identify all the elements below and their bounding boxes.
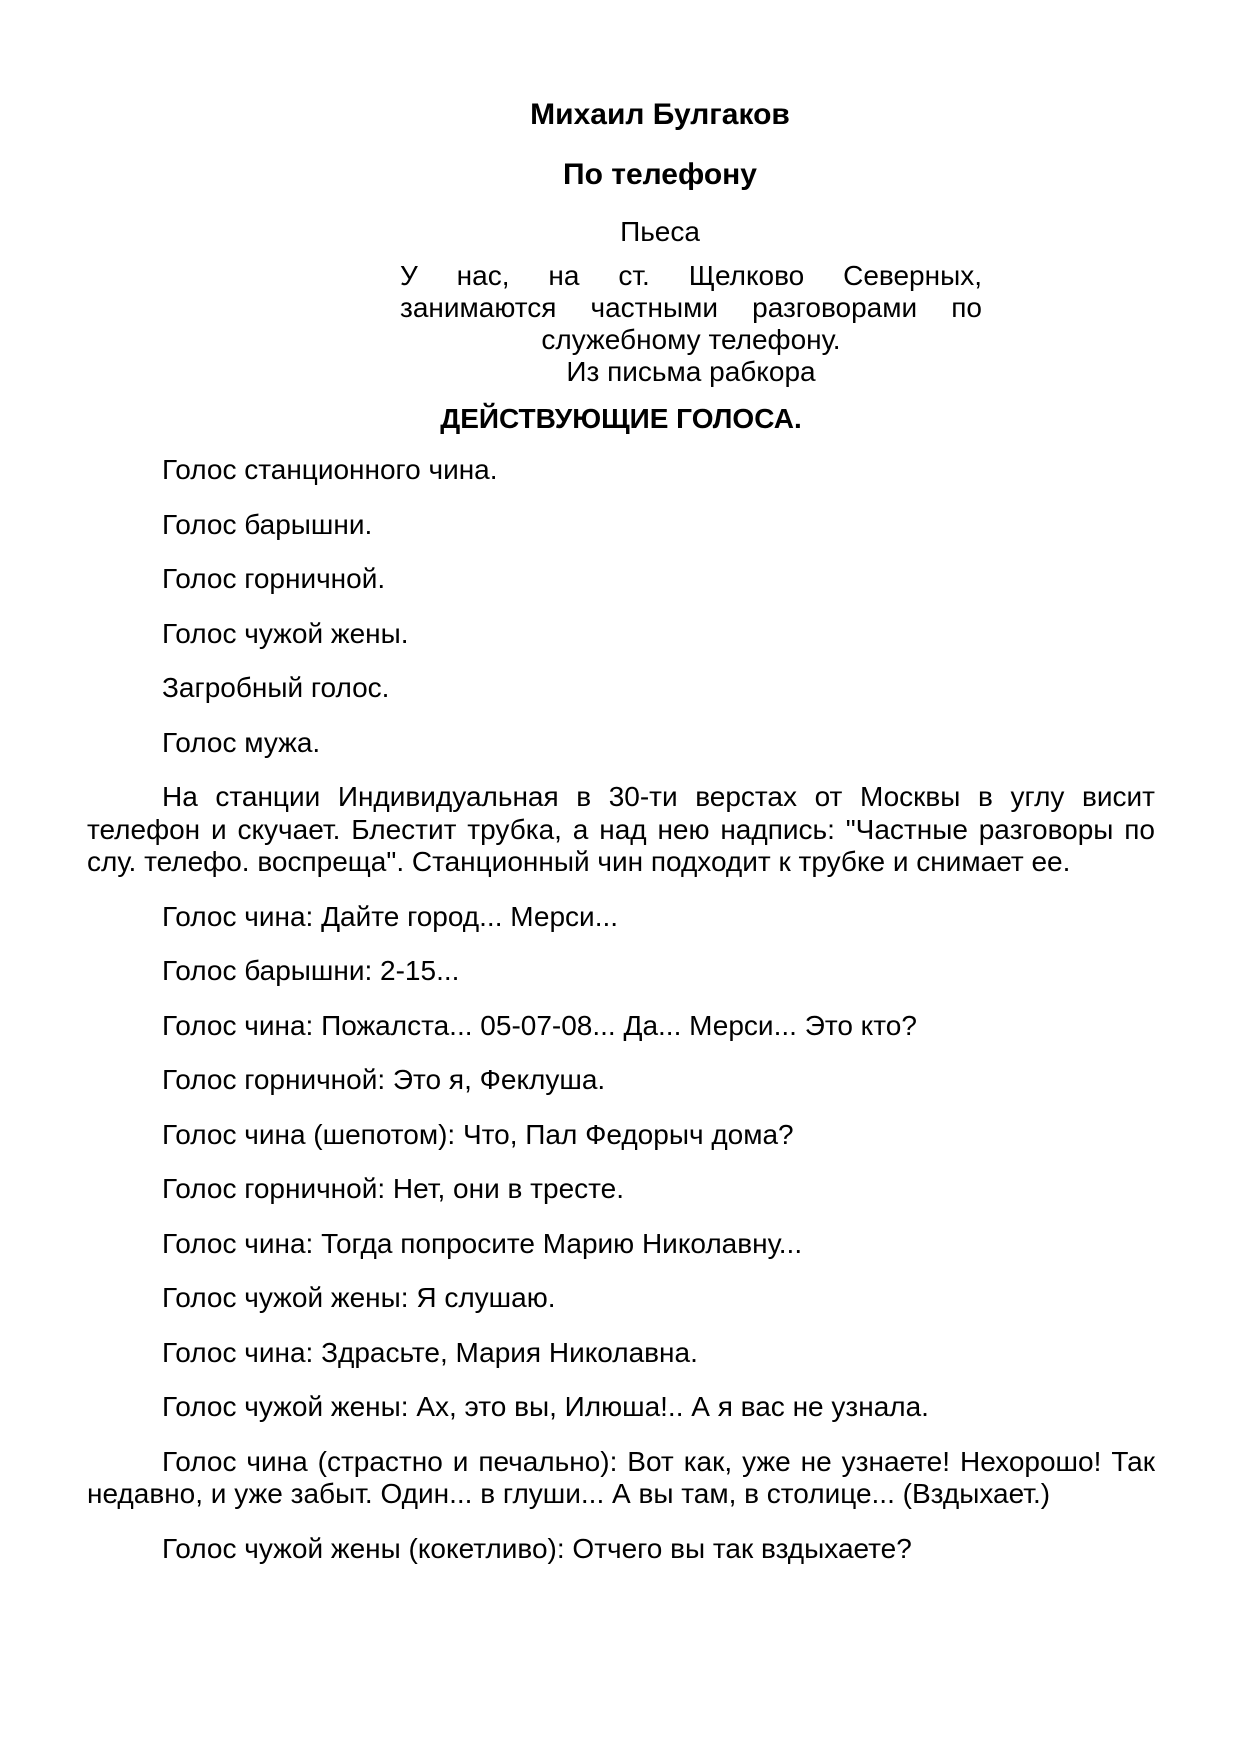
dialogue-line: Голос чужой жены (кокетливо): Отчего вы так вздыхаете? bbox=[162, 1532, 912, 1564]
dialogue-line: Голос чина (страстно и печально): Вот как, уже не узнаете! Нехорошо! Так недавно, и уже забыт. Один... в глуши... А вы там, в столице... (Вздыхает.) bbox=[87, 1445, 1155, 1509]
dialogue-line: Голос горничной: Это я, Феклуша. bbox=[162, 1064, 606, 1095]
dialogue-line: Голос чина: Здрасьте, Мария Николавна. bbox=[162, 1336, 698, 1368]
dialogue-line: Голос барышни: 2-15... bbox=[162, 955, 460, 986]
character-entry: Голос чужой жены. bbox=[162, 617, 409, 649]
character-entry: Голос барышни. bbox=[162, 508, 373, 540]
stage-direction: На станции Индивидуальная в 30-ти верстах от Москвы в углу висит телефон и скучает. Блестит трубка, а над нею надпись: "Частные разговоры по слу. телефо. воспреща". Станционный чин подходит к трубке и снимает ее. bbox=[87, 781, 1155, 877]
dialogue-line: Голос чужой жены: Я слушаю. bbox=[162, 1282, 556, 1313]
dialogue-line: Голос чина (шепотом): Что, Пал Федорыч дома? bbox=[162, 1118, 794, 1150]
epigraph-line: занимаются частными разговорами по bbox=[400, 292, 982, 323]
epigraph-source: Из письма рабкора bbox=[566, 356, 816, 387]
dialogue-line: Голос чина: Тогда попросите Марию Николавну... bbox=[162, 1227, 803, 1259]
character-entry: Голос мужа. bbox=[162, 726, 321, 758]
epigraph bbox=[400, 260, 982, 388]
dialogue-line: Голос чина: Пожалста... 05-07-08... Да... Мерси... Это кто? bbox=[162, 1009, 917, 1041]
dialogue-line: Голос чина: Дайте город... Мерси... bbox=[162, 900, 619, 932]
dialogue-line: Голос горничной: Нет, они в тресте. bbox=[162, 1173, 624, 1204]
character-entry: Голос станционного чина. bbox=[162, 454, 498, 485]
dialogue-line: Голос чужой жены: Ах, это вы, Илюша!.. А я вас не узнала. bbox=[162, 1391, 929, 1422]
epigraph-line: У нас, на ст. Щелково Северных, bbox=[400, 260, 982, 291]
character-entry: Голос горничной. bbox=[162, 563, 386, 594]
author-name: Михаил Булгаков bbox=[530, 98, 790, 131]
play-title: По телефону bbox=[563, 158, 757, 191]
genre-label: Пьеса bbox=[620, 216, 700, 247]
dramatis-heading: ДЕЙСТВУЮЩИЕ ГОЛОСА. bbox=[440, 403, 802, 434]
play-body bbox=[87, 454, 1155, 1587]
character-entry: Загробный голос. bbox=[162, 672, 390, 703]
epigraph-line: служебному телефону. bbox=[541, 324, 841, 355]
